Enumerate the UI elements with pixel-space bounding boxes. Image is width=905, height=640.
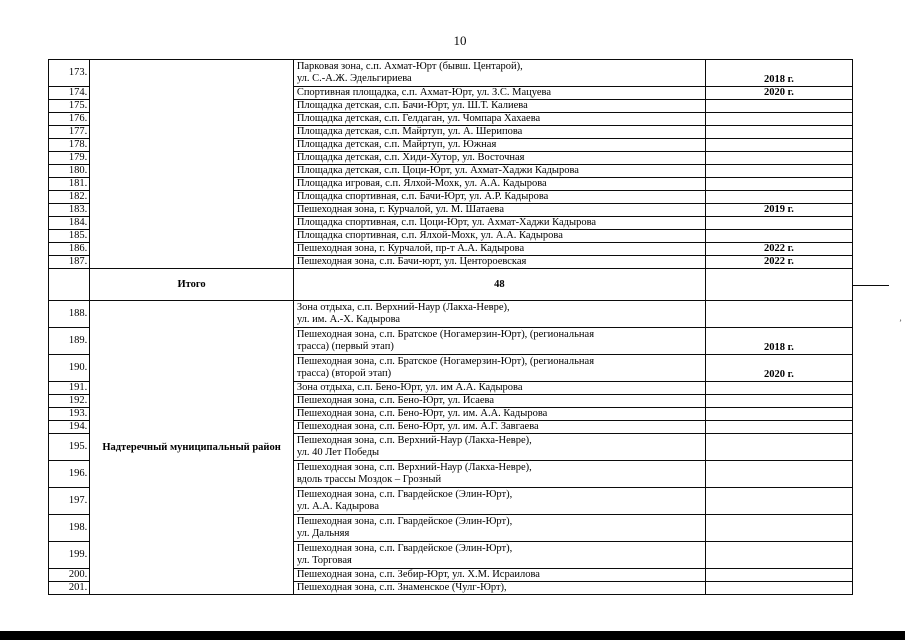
completion-year: 2022 г. [705,256,852,269]
total-row [49,269,853,301]
object-description [293,152,705,165]
object-text: Пешеходная зона, с.п. Знаменское (Чулг-Юрт), [296,582,507,593]
scan-edge-bar [0,631,905,640]
completion-year [705,421,852,434]
object-description [293,395,705,408]
table-body-top [49,60,853,269]
completion-year [705,488,852,515]
completion-year: 2020 г. [705,355,852,382]
object-text: Зона отдыха, с.п. Верхний-Наур (Лакха-Невре), ул. им. А.-Х. Кадырова [296,302,510,325]
row-number: 191. [49,382,90,395]
completion-year: 2020 г. [705,87,852,100]
object-text: Площадка спортивная, с.п. Бачи-Юрт, ул. А.Р. Кадырова [296,191,549,202]
object-description [293,382,705,395]
row-number: 176. [49,113,90,126]
object-text: Пешеходная зона, с.п. Гвардейское (Элин-Юрт), ул. Торговая [296,543,513,566]
object-text: Пешеходная зона, с.п. Верхний-Наур (Лакха-Невре), ул. 40 Лет Победы [296,435,532,458]
table-border-stub [853,285,889,286]
object-text: Пешеходная зона, с.п. Гвардейское (Элин-Юрт), ул. А.А. Кадырова [296,489,513,512]
row-number: 173. [49,60,90,87]
row-number: 201. [49,582,90,595]
row-number: 196. [49,461,90,488]
object-description [293,230,705,243]
object-description [293,434,705,461]
total-label: Итого [90,269,294,301]
object-text: Пешеходная зона, с.п. Братское (Ногамерзин-Юрт), (региональная трасса) (первый этап) [296,329,595,352]
object-description [293,100,705,113]
completion-year [705,301,852,328]
object-description [293,542,705,569]
row-number: 194. [49,421,90,434]
object-text: Площадка игровая, с.п. Ялхой-Мохк, ул. А.А. Кадырова [296,178,547,189]
object-description [293,582,705,595]
completion-year [705,100,852,113]
object-text: Пешеходная зона, с.п. Бачи-юрт, ул. Центороевская [296,256,527,267]
object-description [293,126,705,139]
completion-year: 2018 г. [705,328,852,355]
object-text: Пешеходная зона, с.п. Бено-Юрт, ул. им. А.А. Кадырова [296,408,548,419]
row-number: 198. [49,515,90,542]
object-description [293,243,705,256]
completion-year [705,217,852,230]
total-value: 48 [293,269,705,301]
object-description [293,217,705,230]
row-number: 195. [49,434,90,461]
object-text: Площадка детская, с.п. Хиди-Хутор, ул. Восточная [296,152,525,163]
object-description [293,421,705,434]
completion-year: 2022 г. [705,243,852,256]
table-row [49,60,853,87]
completion-year [705,126,852,139]
row-number: 192. [49,395,90,408]
object-text: Пешеходная зона, с.п. Зебир-Юрт, ул. Х.М. Исраилова [296,569,540,580]
object-description [293,488,705,515]
completion-year [705,569,852,582]
row-number: 182. [49,191,90,204]
object-text: Площадка детская, с.п. Цоци-Юрт, ул. Ахмат-Хаджи Кадырова [296,165,579,176]
row-number: 180. [49,165,90,178]
row-number: 190. [49,355,90,382]
object-text: Площадка спортивная, с.п. Цоци-Юрт, ул. Ахмат-Хаджи Кадырова [296,217,597,228]
completion-year [705,395,852,408]
objects-table [48,59,853,595]
completion-year [705,408,852,421]
completion-year [705,461,852,488]
object-text: Пешеходная зона, с.п. Бено-Юрт, ул. им. А.Г. Завгаева [296,421,539,432]
object-text: Пешеходная зона, с.п. Гвардейское (Элин-Юрт), ул. Дальняя [296,516,513,539]
row-number: 197. [49,488,90,515]
object-text: Парковая зона, с.п. Ахмат-Юрт (бывш. Центарой), ул. С.-А.Ж. Эдельгириева [296,61,523,84]
object-description [293,408,705,421]
completion-year [705,542,852,569]
row-number: 178. [49,139,90,152]
object-text: Пешеходная зона, с.п. Верхний-Наур (Лакха-Невре), вдоль трассы Моздок – Грозный [296,462,532,485]
completion-year [705,515,852,542]
page-number: 10 [453,33,467,48]
row-number: 175. [49,100,90,113]
row-number: 187. [49,256,90,269]
row-number: 200. [49,569,90,582]
row-number: 199. [49,542,90,569]
object-description [293,355,705,382]
object-description [293,515,705,542]
row-number: 189. [49,328,90,355]
district-cell-empty [90,60,294,269]
completion-year [705,582,852,595]
object-text: Спортивная площадка, с.п. Ахмат-Юрт, ул. З.С. Мацуева [296,87,552,98]
total-num-cell [49,269,90,301]
completion-year [705,178,852,191]
object-description [293,87,705,100]
object-description [293,569,705,582]
object-description [293,328,705,355]
object-description [293,301,705,328]
object-text: Площадка детская, с.п. Майртуп, ул. Южная [296,139,497,150]
object-description [293,256,705,269]
object-text: Пешеходная зона, с.п. Братское (Ногамерзин-Юрт), (региональная трасса) (второй этап) [296,356,595,379]
table-row [49,301,853,328]
row-number: 186. [49,243,90,256]
row-number: 177. [49,126,90,139]
row-number: 188. [49,301,90,328]
object-text: Площадка детская, с.п. Майртуп, ул. А. Шерипова [296,126,523,137]
object-text: Площадка детская, с.п. Бачи-Юрт, ул. Ш.Т. Калиева [296,100,528,111]
completion-year [705,139,852,152]
table-body-bottom [49,301,853,595]
row-number: 193. [49,408,90,421]
row-number: 185. [49,230,90,243]
object-text: Площадка детская, с.п. Гелдаган, ул. Чомпара Хахаева [296,113,541,124]
object-description [293,60,705,87]
row-number: 181. [49,178,90,191]
object-text: Зона отдыха, с.п. Бено-Юрт, ул. им А.А. Кадырова [296,382,523,393]
completion-year [705,434,852,461]
object-text: Пешеходная зона, г. Курчалой, ул. М. Шатаева [296,204,504,215]
completion-year [705,165,852,178]
completion-year: 2018 г. [705,60,852,87]
object-description [293,204,705,217]
row-number: 183. [49,204,90,217]
total-year-cell [705,269,852,301]
object-description [293,178,705,191]
object-text: Пешеходная зона, с.п. Бено-Юрт, ул. Исаева [296,395,495,406]
table-total [49,269,853,301]
object-description [293,139,705,152]
object-description [293,191,705,204]
margin-mark: ʼ [899,318,902,328]
object-description [293,113,705,126]
row-number: 184. [49,217,90,230]
object-text: Пешеходная зона, г. Курчалой, пр-т А.А. Кадырова [296,243,525,254]
completion-year [705,382,852,395]
completion-year: 2019 г. [705,204,852,217]
completion-year [705,113,852,126]
object-description [293,165,705,178]
row-number: 179. [49,152,90,165]
completion-year [705,230,852,243]
object-text: Площадка спортивная, с.п. Ялхой-Мохк, ул. А.А. Кадырова [296,230,563,241]
completion-year [705,191,852,204]
row-number: 174. [49,87,90,100]
completion-year [705,152,852,165]
object-description [293,461,705,488]
district-name: Надтеречный муниципальный район [90,301,294,595]
